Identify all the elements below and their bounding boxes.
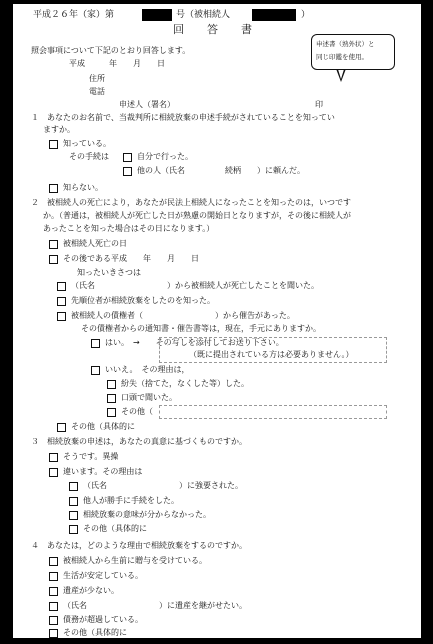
q2-text-2: か。（普通は，被相続人が死亡した日が熟慮の開始日となりますが，その後に相続人が xyxy=(43,211,351,220)
q4-gift-label: 被相続人から生前に贈与を受けている。 xyxy=(63,556,207,565)
q2-notice-question: その債権者からの通知書・催告書等は，現在，手元にありますか。 xyxy=(81,324,321,333)
applicant-signature-label: 申述人（署名） xyxy=(119,100,175,109)
q2-yes-note: （既に提出されている方は必要ありません。） xyxy=(189,350,354,359)
case-number-suffix: 号（被相続人 xyxy=(176,10,231,20)
q4-stable-checkbox[interactable] xyxy=(49,572,58,581)
q4-debt-checkbox[interactable] xyxy=(49,616,58,625)
q2-yes-checkbox[interactable] xyxy=(91,339,100,348)
q2-text-3: あったことを知った場合はその日になります。） xyxy=(43,224,215,233)
case-number-close: ） xyxy=(301,10,311,20)
q2-no-label: いいえ。 その理由は， xyxy=(105,365,190,374)
q4-debt-label: 債務が超過している。 xyxy=(63,615,143,624)
q2-other-checkbox[interactable] xyxy=(57,423,66,432)
q2-yes-note-box xyxy=(159,337,387,363)
q1-text-2: ますか。 xyxy=(43,125,75,134)
q3-text-1: ３ 相続放棄の申述は，あなたの真意に基づくものですか。 xyxy=(31,437,247,446)
case-number-prefix: 平成２６年（家）第 xyxy=(33,10,115,20)
q2-creditor-label: 被相続人の債権者（ ）から催告があった。 xyxy=(71,311,295,320)
redacted-case-number xyxy=(142,9,172,21)
redacted-decedent-name xyxy=(252,9,296,21)
q2-death-day-label: 被相続人死亡の日 xyxy=(63,239,127,248)
q2-other-label: その他（具体的に xyxy=(71,422,135,431)
q3-meaning-checkbox[interactable] xyxy=(69,511,78,520)
q3-yes-label: そうです。異操 xyxy=(63,452,119,461)
q4-other-checkbox[interactable] xyxy=(49,629,58,638)
q2-later-checkbox[interactable] xyxy=(49,255,58,264)
q2-no-other-label: その他（ xyxy=(121,407,153,416)
q4-inherit-label: （氏名 ）に遺産を継がせたい。 xyxy=(63,601,247,610)
q3-other-label: その他（具体的に xyxy=(83,524,147,533)
q2-no-checkbox[interactable] xyxy=(91,366,100,375)
q3-other-person-label: 他人が勝手に手続をした。 xyxy=(83,496,179,505)
q1-not-know-checkbox[interactable] xyxy=(49,184,58,193)
q3-forced-label: （氏名 ）に強要された。 xyxy=(83,481,243,490)
q2-later-label: その後である平成 年 月 日 xyxy=(63,254,199,263)
q4-other-label: その他（具体的に xyxy=(63,628,127,637)
q3-other-checkbox[interactable] xyxy=(69,525,78,534)
q2-death-day-checkbox[interactable] xyxy=(49,240,58,249)
q3-yes-checkbox[interactable] xyxy=(49,453,58,462)
q2-lost-label: 紛失（捨てた，なくした等）した。 xyxy=(121,379,249,388)
q1-self-checkbox[interactable] xyxy=(123,153,132,162)
q2-prior-checkbox[interactable] xyxy=(57,297,66,306)
q1-not-know-label: 知らない。 xyxy=(63,183,103,192)
q4-text-1: ４ あなたは，どのような理由で相続放棄をするのですか。 xyxy=(31,541,247,550)
q2-yes-label: はい。 → その写しを添付してお送り下さい。 xyxy=(105,338,284,347)
note-line-1: 申述書（熟外状）と xyxy=(316,40,375,48)
q1-know-checkbox[interactable] xyxy=(49,140,58,149)
q1-method-label: その手続は xyxy=(69,152,109,161)
note-line-2: 同じ印鑑を使用。 xyxy=(316,53,368,61)
phone-label: 電話 xyxy=(89,87,105,96)
intro-text: 照会事項について下記のとおり回答します。 xyxy=(31,46,191,55)
q1-other-checkbox[interactable] xyxy=(123,167,132,176)
q3-meaning-label: 相続放棄の意味が分からなかった。 xyxy=(83,510,211,519)
q2-name-label: （氏名 ）から被相続人が死亡したことを聞いた。 xyxy=(71,281,319,290)
q1-text-1: １ あなたのお名前で、当裁判所に相続放棄の申述手続がされていることを知ってい xyxy=(31,113,335,122)
document-title: 回 答 書 xyxy=(173,23,258,36)
q3-forced-checkbox[interactable] xyxy=(69,482,78,491)
q4-gift-checkbox[interactable] xyxy=(49,557,58,566)
q1-other-label: 他の人（氏名 続柄 ）に頼んだ。 xyxy=(137,166,305,175)
q4-inherit-checkbox[interactable] xyxy=(49,602,58,611)
q4-few-checkbox[interactable] xyxy=(49,587,58,596)
seal-note-bubble xyxy=(311,34,395,70)
q2-reason-label: 知ったいきさつは xyxy=(77,268,141,277)
q2-creditor-checkbox[interactable] xyxy=(57,312,66,321)
answer-sheet-page xyxy=(13,4,421,638)
seal-label: 印 xyxy=(315,100,323,109)
q3-other-person-checkbox[interactable] xyxy=(69,497,78,506)
q1-know-label: 知っている。 xyxy=(63,139,111,148)
q2-prior-label: 先順位者が相続放棄をしたのを知った。 xyxy=(71,296,215,305)
q2-text-1: ２ 被相続人の死亡により，あなたが民法上相続人になったことを知ったのは，いつです xyxy=(31,198,351,207)
q2-oral-checkbox[interactable] xyxy=(107,394,116,403)
q2-oral-label: 口頭で聞いた。 xyxy=(121,393,177,402)
q3-no-label: 違います。その理由は xyxy=(63,467,143,476)
q1-self-label: 自分で行った。 xyxy=(137,152,193,161)
q2-no-other-checkbox[interactable] xyxy=(107,408,116,417)
address-label: 住所 xyxy=(89,74,105,83)
q2-lost-checkbox[interactable] xyxy=(107,380,116,389)
q2-no-other-box xyxy=(159,405,387,419)
date-line: 平成 年 月 日 xyxy=(69,59,165,68)
q4-stable-label: 生活が安定している。 xyxy=(63,571,143,580)
q3-no-checkbox[interactable] xyxy=(49,468,58,477)
q2-name-checkbox[interactable] xyxy=(57,282,66,291)
q4-few-label: 遺産が少ない。 xyxy=(63,586,119,595)
